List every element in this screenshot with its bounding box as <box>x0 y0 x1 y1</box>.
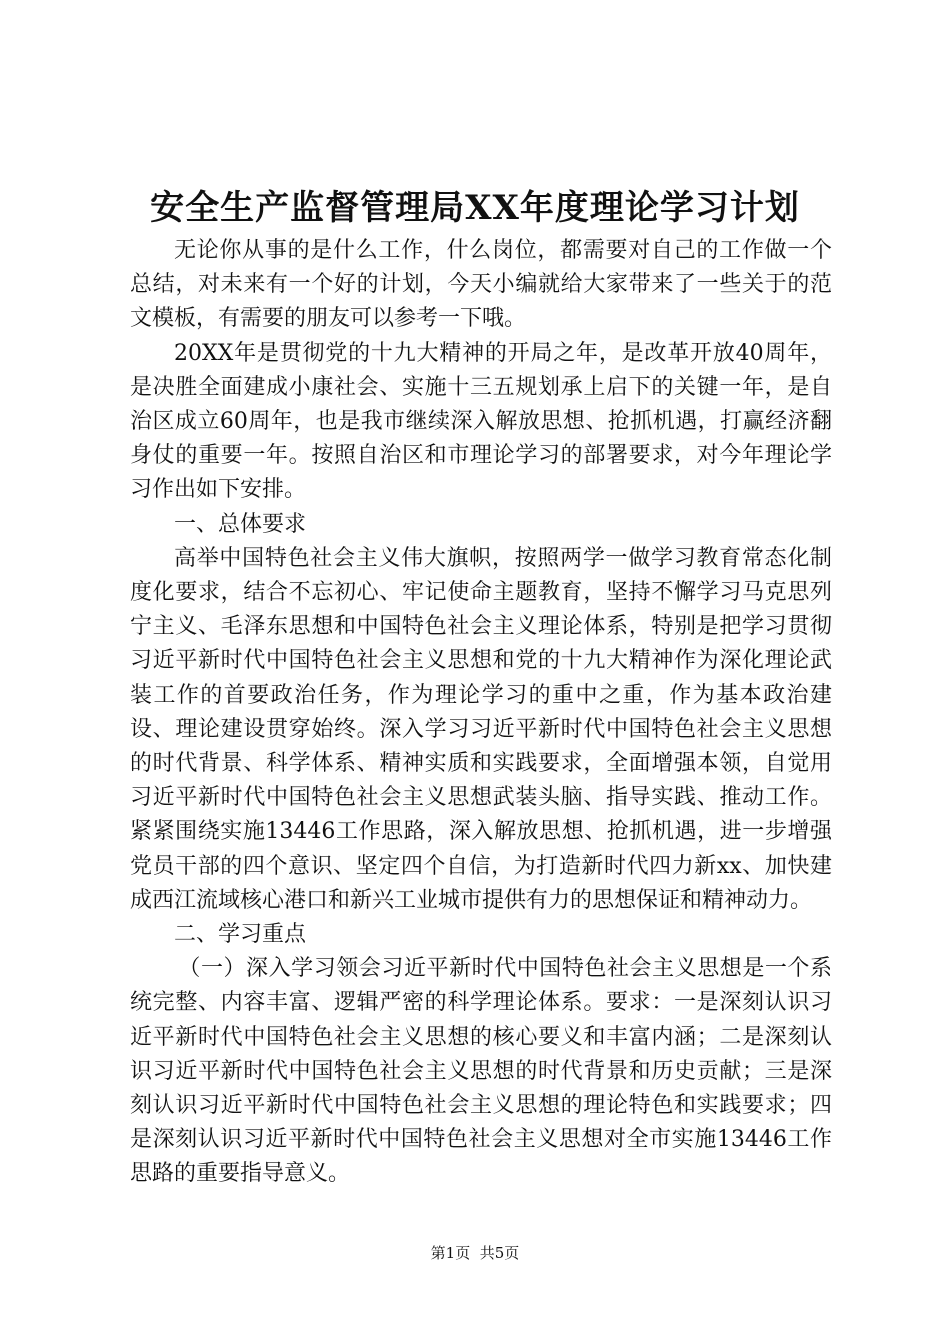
page-total: 共5页 <box>479 1244 520 1262</box>
section-heading-general-requirements: 一、总体要求 <box>174 511 307 537</box>
section-heading-study-focus: 二、学习重点 <box>174 922 307 948</box>
background-paragraph: 20XX年是贯彻党的十九大精神的开局之年，是改革开放40周年，是决胜全面建成小康社会、实施十三五规划承上启下的关键一年，是自治区成立60周年，也是我市继续深入解放思想、抢抓机遇，打赢经济翻身仗的重要一年。按照自治区和市理论学习的部署要求，对今年理论学习作出如下安排。 <box>130 340 832 503</box>
intro-paragraph: 无论你从事的是什么工作，什么岗位，都需要对自己的工作做一个总结，对未来有一个好的计划，今天小编就给大家带来了一些关于的范文模板，有需要的朋友可以参考一下哦。 <box>130 238 832 332</box>
document-title: 安全生产监督管理局XX年度理论学习计划 <box>150 188 800 228</box>
general-requirements-paragraph: 高举中国特色社会主义伟大旗帜，按照两学一做学习教育常态化制度化要求，结合不忘初心、牢记使命主题教育，坚持不懈学习马克思列宁主义、毛泽东思想和中国特色社会主义理论体系，特别是把学习贯彻习近平新时代中国特色社会主义思想和党的十九大精神作为深化理论武装工作的首要政治任务，作为理论学习的重中之重，作为基本政治建设、理论建设贯穿始终。深入学习习近平新时代中国特色社会主义思想的时代背景、科学体系、精神实质和实践要求，全面增强本领，自觉用习近平新时代中国特色社会主义思想武装头脑、指导实践、推动工作。紧紧围绕实施13446工作思路，深入解放思想、抢抓机遇，进一步增强党员干部的四个意识、坚定四个自信，为打造新时代四力新xx、加快建成西江流域核心港口和新兴工业城市提供有力的思想保证和精神动力。 <box>130 545 832 913</box>
study-focus-paragraph-1: （一）深入学习领会习近平新时代中国特色社会主义思想是一个系统完整、内容丰富、逻辑严密的科学理论体系。要求：一是深刻认识习近平新时代中国特色社会主义思想的核心要义和丰富内涵；二是深刻认识习近平新时代中国特色社会主义思想的时代背景和历史贡献；三是深刻认识习近平新时代中国特色社会主义思想的理论特色和实践要求；四是深刻认识习近平新时代中国特色社会主义思想对全市实施13446工作思路的重要指导意义。 <box>130 956 832 1187</box>
page-footer <box>0 1243 950 1263</box>
document-body <box>130 234 832 1192</box>
page-number: 第1页 <box>430 1244 471 1262</box>
